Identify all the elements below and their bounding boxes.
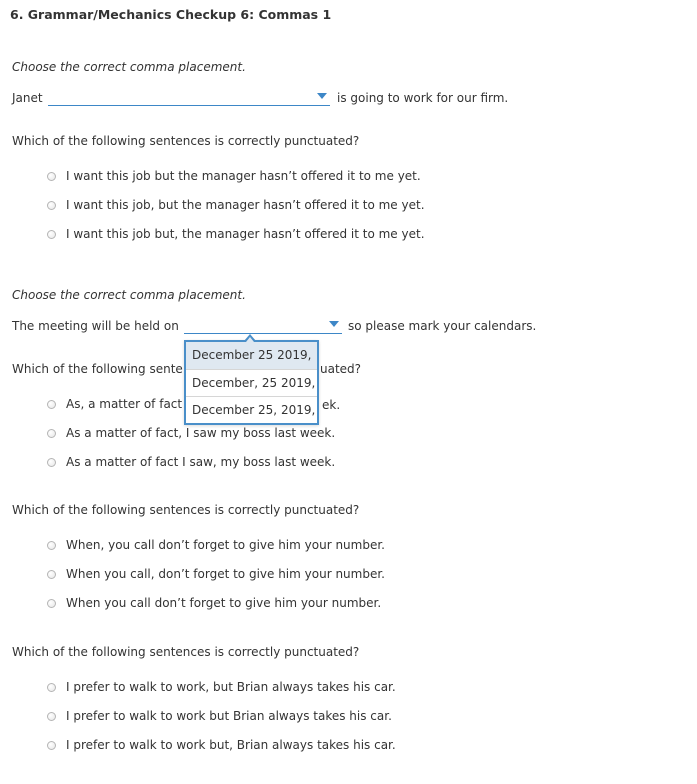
q5-option-1[interactable] <box>47 536 385 554</box>
q4-option-3[interactable] <box>47 453 335 471</box>
q4-option-1-tail: ek. <box>322 398 341 412</box>
q4-option-2[interactable] <box>47 424 335 442</box>
q2-prompt: Which of the following sentences is correctly punctuated? <box>12 134 360 148</box>
option-label: When, you call don’t forget to give him your number. <box>66 538 385 552</box>
q6-option-1[interactable] <box>47 678 396 696</box>
q3-date-select[interactable] <box>184 317 342 334</box>
radio-button[interactable] <box>47 712 56 721</box>
q3-dropdown-menu <box>184 340 319 425</box>
option-label: When you call don’t forget to give him your number. <box>66 596 382 610</box>
chevron-down-icon <box>329 321 339 327</box>
radio-button[interactable] <box>47 429 56 438</box>
radio-button[interactable] <box>47 541 56 550</box>
radio-button[interactable] <box>47 201 56 210</box>
option-label: I want this job but, the manager hasn’t offered it to me yet. <box>66 227 425 241</box>
radio-button[interactable] <box>47 599 56 608</box>
radio-button[interactable] <box>47 683 56 692</box>
q2-option-3[interactable] <box>47 225 425 243</box>
q1-text-after: is going to work for our firm. <box>337 91 509 105</box>
option-label: As a matter of fact, I saw my boss last week. <box>66 426 336 440</box>
q4-prompt-left: Which of the following sente <box>12 362 183 376</box>
page-title: 6. Grammar/Mechanics Checkup 6: Commas 1 <box>10 7 332 22</box>
dropdown-option-3[interactable]: December 25, 2019, <box>186 396 317 423</box>
option-label: When you call, don’t forget to give him your number. <box>66 567 385 581</box>
option-label: As, a matter of fact <box>66 397 183 411</box>
q3-instruction: Choose the correct comma placement. <box>12 288 246 302</box>
q6-option-2[interactable] <box>47 707 392 725</box>
q1-instruction: Choose the correct comma placement. <box>12 60 246 74</box>
q3-text-after: so please mark your calendars. <box>348 319 537 333</box>
option-label: I prefer to walk to work but, Brian always takes his car. <box>66 738 396 752</box>
radio-button[interactable] <box>47 570 56 579</box>
radio-button[interactable] <box>47 400 56 409</box>
q3-text-before: The meeting will be held on <box>12 319 179 333</box>
q5-option-3[interactable] <box>47 594 381 612</box>
option-label: I prefer to walk to work, but Brian always takes his car. <box>66 680 396 694</box>
q5-option-2[interactable] <box>47 565 385 583</box>
dropdown-option-1[interactable]: December 25 2019, <box>186 342 317 369</box>
chevron-down-icon <box>317 93 327 99</box>
q6-option-3[interactable] <box>47 736 396 754</box>
option-label: I prefer to walk to work but Brian always takes his car. <box>66 709 392 723</box>
radio-button[interactable] <box>47 741 56 750</box>
q4-prompt-right: uated? <box>320 362 362 376</box>
dropdown-pointer-inner <box>246 337 254 342</box>
q2-option-1[interactable] <box>47 167 421 185</box>
radio-button[interactable] <box>47 172 56 181</box>
radio-button[interactable] <box>47 230 56 239</box>
q6-prompt: Which of the following sentences is correctly punctuated? <box>12 645 360 659</box>
q4-option-1[interactable] <box>47 395 182 413</box>
option-label: As a matter of fact I saw, my boss last week. <box>66 455 336 469</box>
q1-comma-select[interactable] <box>48 89 330 106</box>
option-label: I want this job but the manager hasn’t offered it to me yet. <box>66 169 421 183</box>
option-label: I want this job, but the manager hasn’t offered it to me yet. <box>66 198 425 212</box>
radio-button[interactable] <box>47 458 56 467</box>
q5-prompt: Which of the following sentences is correctly punctuated? <box>12 503 360 517</box>
q2-option-2[interactable] <box>47 196 425 214</box>
q1-text-before: Janet <box>12 91 43 105</box>
dropdown-option-2[interactable]: December, 25 2019, <box>186 369 317 396</box>
